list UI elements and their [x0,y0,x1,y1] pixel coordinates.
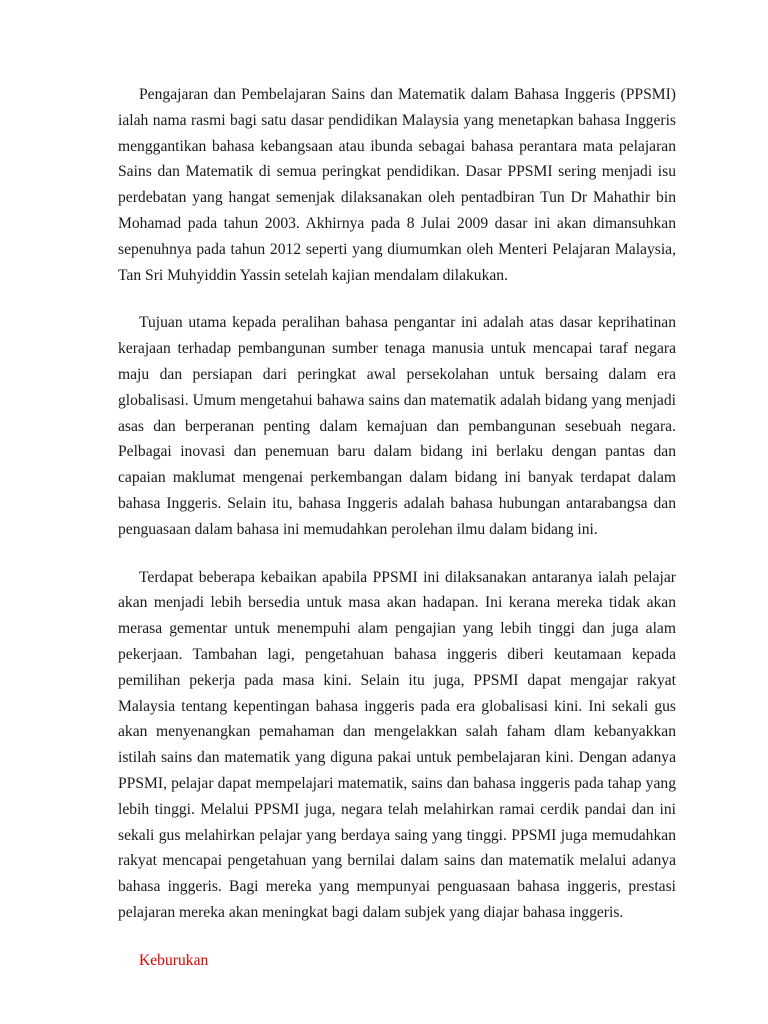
paragraph-ppsmi-purpose: Tujuan utama kepada peralihan bahasa pengantar ini adalah atas dasar keprihatinan kerajaan terhadap pembangunan sumber tenaga manusia untuk mencapai taraf negara maju dan persiapan dari peringkat awal persekolahan untuk bersaing dalam era globalisasi. Umum mengetahui bahawa sains dan matematik adalah bidang yang menjadi asas dan berperanan penting dalam kemajuan dan pembangunan sesebuah negara. Pelbagai inovasi dan penemuan baru dalam bidang ini berlaku dengan pantas dan capaian maklumat mengenai perkembangan dalam bidang ini banyak terdapat dalam bahasa Inggeris. Selain itu, bahasa Inggeris adalah bahasa hubungan antarabangsa dan penguasaan dalam bahasa ini memudahkan perolehan ilmu dalam bidang ini. [118,314,676,538]
section-heading-keburukan: Keburukan [139,951,209,969]
paragraph-ppsmi-advantages: Terdapat beberapa kebaikan apabila PPSMI ini dilaksanakan antaranya ialah pelajar akan menjadi lebih bersedia untuk masa akan hadapan. Ini kerana mereka tidak akan merasa gementar untuk menempuhi alam pengajian yang lebih tinggi dan juga alam pekerjaan. Tambahan lagi, pengetahuan bahasa inggeris diberi keutamaan kepada pemilihan pekerja pada masa kini. Selain itu juga, PPSMI dapat mengajar rakyat Malaysia tentang kepentingan bahasa inggeris pada era globalisasi kini. Ini sekali gus akan menyenangkan pemahaman dan mengelakkan salah faham dlam kebanyakkan istilah sains dan matematik yang diguna pakai untuk pembelajaran kini. Dengan adanya PPSMI, pelajar dapat mempelajari matematik, sains dan bahasa inggeris pada tahap yang lebih tinggi. Melalui PPSMI juga, negara telah melahirkan ramai cerdik pandai dan ini sekali gus melahirkan pelajar yang berdaya saing yang tinggi. PPSMI juga memudahkan rakyat mencapai pengetahuan yang bernilai dalam sains dan matematik melalui adanya bahasa inggeris. Bagi mereka yang mempunyai penguasaan bahasa inggeris, prestasi pelajaran mereka akan meningkat bagi dalam subjek yang diajar bahasa inggeris. [118,568,676,921]
paragraph-ppsmi-definition: Pengajaran dan Pembelajaran Sains dan Matematik dalam Bahasa Inggeris (PPSMI) ialah nama rasmi bagi satu dasar pendidikan Malaysia yang menetapkan bahasa Inggeris menggantikan bahasa kebangsaan atau ibunda sebagai bahasa perantara mata pelajaran Sains dan Matematik di semua peringkat pendidikan. Dasar PPSMI sering menjadi isu perdebatan yang hangat semenjak dilaksanakan oleh pentadbiran Tun Dr Mahathir bin Mohamad pada tahun 2003. Akhirnya pada 8 Julai 2009 dasar ini akan dimansuhkan sepenuhnya pada tahun 2012 seperti yang diumumkan oleh Menteri Pelajaran Malaysia, Tan Sri Muhyiddin Yassin setelah kajian mendalam dilakukan. [118,86,676,284]
document-body [118,82,676,974]
